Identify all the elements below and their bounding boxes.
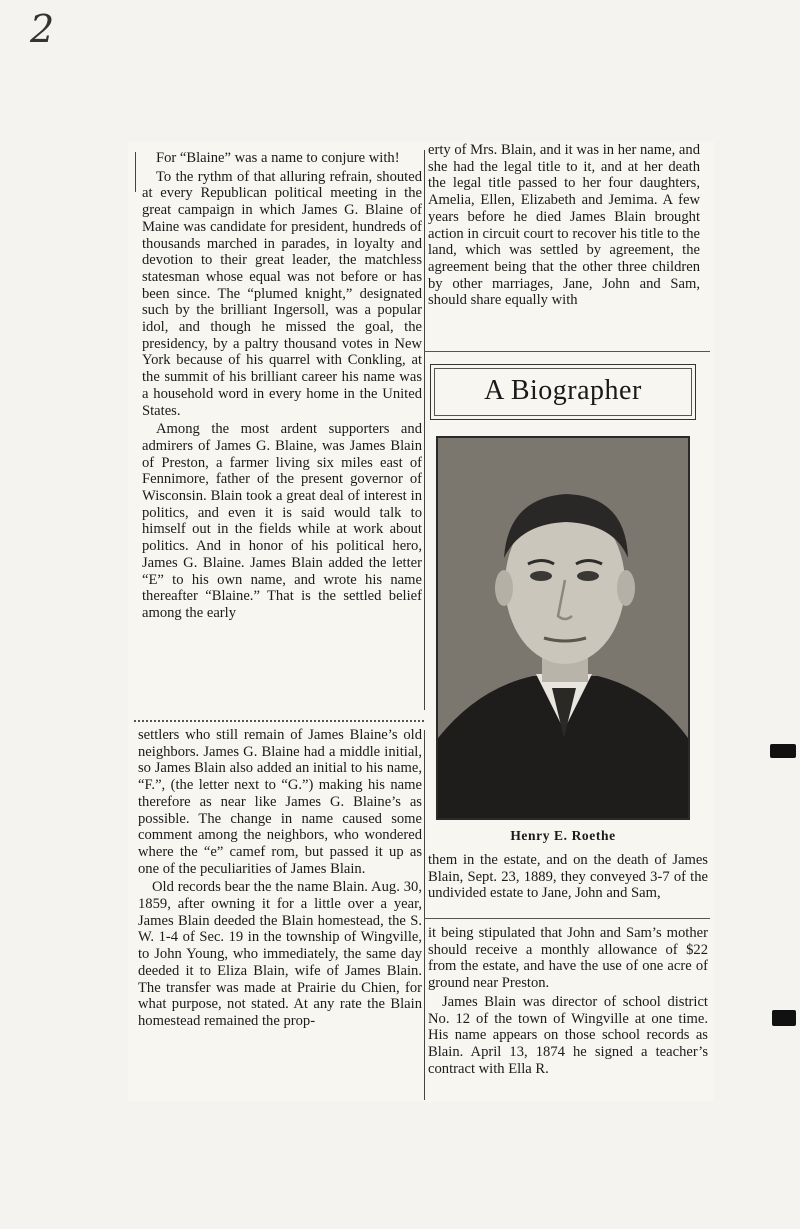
- portrait-illustration: [438, 438, 688, 818]
- page-number: 2: [30, 7, 55, 51]
- column-rule-left: [135, 152, 136, 192]
- paragraph: For “Blaine” was a name to conjure with!: [156, 150, 400, 166]
- binding-mark: [770, 744, 796, 758]
- article-column-right-top: [428, 142, 700, 309]
- paragraph: Among the most ardent supporters and admirers of James G. Blaine, was James Blain of Preston, a farmer living six miles east of Fennimore, father of the present governor of Wisconsin. Blain took a great deal of interest in politics, and even it is said would talk to himself out in the fields while at work about politics. And in honor of his political hero, James G. Blaine. James Blain added the letter “E” to his own name, and wrote his name thereafter “Blaine.” That is the settled belief among the early: [142, 421, 422, 621]
- section-rule-left-dotted: [134, 720, 424, 722]
- paragraph: To the rythm of that alluring refrain, shouted at every Republican political meeting in the great campaign in which James G. Blaine of Maine was candidate for president, hundreds of thousands marched in parades, in loyalty and devotion to their great leader, the matchless statesman whose equal was not before or has been since. The “plumed knight,” designated such by the brilliant Ingersoll, was a popular idol, and though he missed the goal, the presidency, by a paltry thousand votes in New York because of his quarrel with Conkling, at the summit of his brilliant career his name was a household word in every home in the United States.: [142, 168, 422, 419]
- paragraph: erty of Mrs. Blain, and it was in her name, and she had the legal title to it, and at her death the legal title passed to her four daughters, Amelia, Ellen, Elizabeth and Jemima. A few years before he died James Blain brought action in circuit court to recover his title to the land, which was settled by agreement, the agreement being that the other three children by other marriages, Jane, John and Sam, should share equally with: [428, 142, 700, 309]
- binding-mark: [772, 1010, 796, 1026]
- article-column-right-bottom: [428, 925, 708, 1077]
- photo-caption: Henry E. Roethe: [510, 828, 616, 843]
- column-rule-center-lower: [424, 730, 425, 1100]
- section-rule-right-mid: [424, 918, 710, 919]
- paragraph: them in the estate, and on the death of James Blain, Sept. 23, 1889, they conveyed 3-7 of the undivided estate to Jane, John and Sam,: [428, 852, 708, 902]
- portrait-photo: [436, 436, 690, 820]
- column-rule-center: [424, 150, 425, 710]
- paragraph: James Blain was director of school district No. 12 of the town of Wingville at one time. His name appears on those school records as Blain. April 13, 1874 he signed a teacher’s contract with Ella R.: [428, 993, 708, 1077]
- paragraph: Old records bear the the name Blain. Aug. 30, 1859, after owning it for a little over a year, James Blain deeded the Blain homestead, the S. W. 1-4 of Sec. 19 in the township of Wingville, to John Young, who immediately, the same day deeded it to Eliza Blain, wife of James Blain. The transfer was made at Prairie du Chien, for what purpose, not stated. At any rate the Blain homestead remained the prop-: [138, 879, 422, 1029]
- article-column-right-mid: [428, 852, 708, 902]
- paragraph: it being stipulated that John and Sam’s mother should receive a monthly allowance of $22 from the estate, and have the use of one acre of ground near Preston.: [428, 925, 708, 992]
- section-rule-right-top: [424, 351, 710, 352]
- headline: A Biographer: [484, 375, 642, 406]
- paragraph: settlers who still remain of James Blaine’s old neighbors. James G. Blaine had a middle initial, so James Blain also added an initial to his name, “F.”, (the letter next to “G.”) making his name therefore as near like James G. Blaine’s as possible. The change in name caused some comment among the neighbors, who wondered where the “e” camef rom, but passed it up as one of the peculiarities of James Blain.: [138, 727, 422, 877]
- article-column-left-bottom: [138, 727, 422, 1030]
- headline-box: [430, 364, 696, 420]
- article-column-left-top: [142, 150, 422, 622]
